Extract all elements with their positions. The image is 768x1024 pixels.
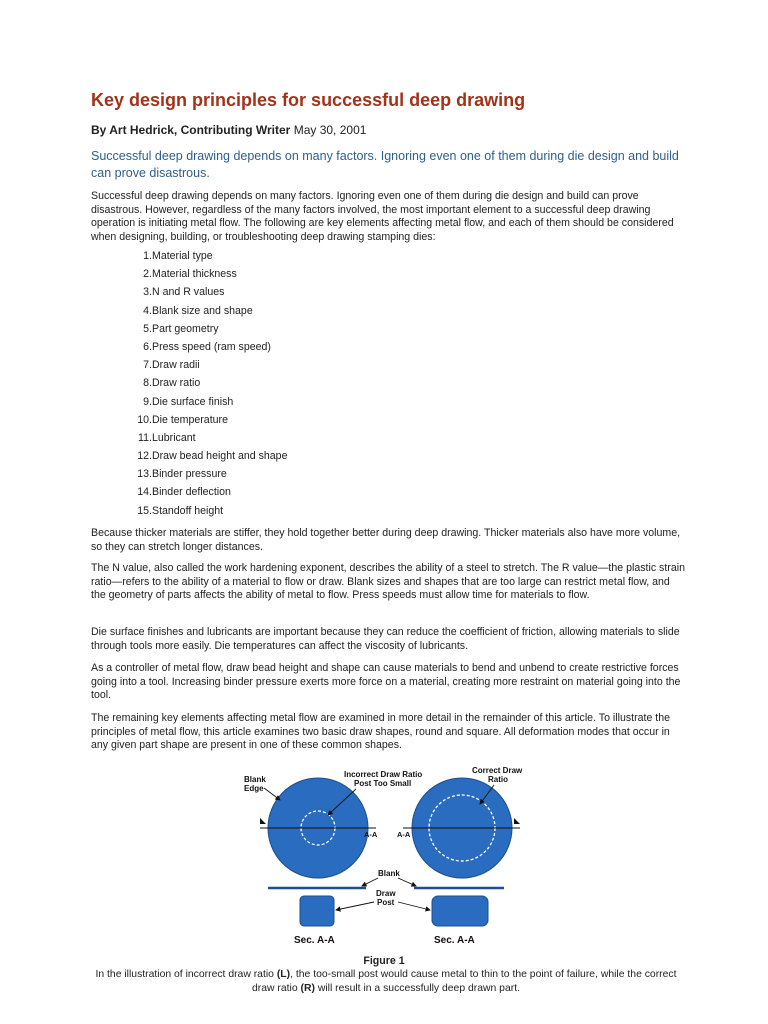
left-draw-post (300, 896, 334, 926)
byline-author: By Art Hedrick, Contributing Writer (91, 123, 291, 137)
list-label: Draw ratio (152, 377, 201, 390)
byline-date: May 30, 2001 (293, 123, 367, 137)
body-paragraph: Because thicker materials are stiffer, they hold together better during deep drawing. Thicker materials also have more volume, so they can stretch longer distances. (91, 527, 681, 553)
blank-label: Blank (378, 869, 400, 878)
list-label: Binder pressure (152, 468, 227, 481)
draw-ratio-diagram (238, 760, 538, 950)
list-item (91, 340, 271, 358)
caption-text: will result in a successfully deep drawn part. (314, 982, 520, 994)
correct-ratio-label: Correct Draw (472, 766, 523, 775)
incorrect-ratio-label: Post Too Small (354, 779, 412, 788)
list-number: 11. (138, 431, 152, 444)
body-paragraph: Die surface finishes and lubricants are important because they can reduce the coefficient of friction, allowing materials to slide through tools more easily. Die temperatures can affect the viscosity of lubricants. (91, 626, 680, 652)
article-deck: Successful deep drawing depends on many factors. Ignoring even one of them during die design and build can prove disastrous. (91, 149, 679, 180)
byline (91, 123, 366, 137)
list-label: Material thickness (152, 268, 237, 281)
body-paragraph: As a controller of metal flow, draw bead height and shape can cause materials to bend and unbend to create restrictive forces going into a tool. Increasing binder pressure exerts more force on a material, creating more restraint on material going into the tool. (91, 662, 681, 702)
list-number: 9. (143, 395, 152, 408)
right-draw-post (432, 896, 488, 926)
body-paragraph: The N value, also called the work hardening exponent, describes the ability of a steel to stretch. The R value—the plastic strain ratio—refers to the ability of a material to flow or draw. Blank sizes and shapes that are too large can restrict metal flow, and the geometry of parts affects the ability of metal to flow. Press speeds must allow time for materials to flow. (91, 562, 685, 602)
list-item (91, 376, 201, 394)
caption-text: In the illustration of incorrect draw ratio (95, 969, 277, 980)
list-number: 12. (137, 450, 152, 463)
blank-edge-label: Edge (244, 784, 264, 793)
list-number: 15. (137, 504, 152, 517)
list-item (91, 267, 237, 285)
list-label: Draw bead height and shape (152, 450, 288, 463)
list-number: 8. (143, 377, 152, 390)
list-number: 3. (143, 286, 152, 299)
section-label-right: A-A (397, 830, 411, 839)
list-label: Lubricant (152, 431, 196, 444)
section-label-left: A-A (364, 830, 378, 839)
intro-paragraph: Successful deep drawing depends on many factors. Ignoring even one of them during die design and build can prove disastrous. However, regardless of the many factors involved, the most important element to a successful deep drawing operation is initiating metal flow. The following are key elements affecting metal flow, and each of them should be considered when designing, building, or troubleshooting deep drawing stamping dies: (91, 190, 674, 243)
list-number: 5. (143, 322, 152, 335)
list-number: 4. (143, 304, 152, 317)
list-label: Press speed (ram speed) (152, 340, 271, 353)
list-label: Blank size and shape (152, 304, 253, 317)
figure-title: Figure 1 (363, 955, 405, 967)
list-label: Die surface finish (152, 395, 234, 408)
section-caption-left: Sec. A-A (294, 935, 335, 946)
list-number: 6. (143, 340, 152, 353)
list-number: 7. (143, 359, 152, 372)
incorrect-ratio-label: Incorrect Draw Ratio (344, 770, 423, 779)
key-elements-list (91, 249, 288, 522)
list-item (91, 449, 288, 467)
caption-text: , the too-small post would cause metal to thin to the point of failure, while the correct draw ratio (252, 969, 677, 994)
list-label: Binder deflection (152, 486, 231, 499)
list-item (91, 413, 228, 431)
list-number: 2. (143, 268, 152, 281)
list-item (91, 304, 253, 322)
list-label: Draw radii (152, 359, 200, 372)
draw-post-label: Draw (376, 889, 396, 898)
list-item (91, 249, 213, 267)
list-label: N and R values (152, 286, 225, 299)
list-item (91, 395, 234, 413)
list-label: Part geometry (152, 322, 219, 335)
caption-left-ref: (L) (276, 969, 291, 980)
list-label: Material type (152, 250, 213, 262)
list-label: Die temperature (152, 413, 228, 426)
list-number: 14. (137, 486, 152, 499)
list-number: 10. (137, 413, 152, 426)
list-item (91, 285, 225, 303)
draw-post-label: Post (377, 898, 395, 907)
blank-edge-label: Blank (244, 775, 266, 784)
article-title: Key design principles for successful deep drawing (91, 90, 526, 110)
section-caption-right: Sec. A-A (434, 935, 475, 946)
body-paragraph: The remaining key elements affecting metal flow are examined in more detail in the remainder of this article. To illustrate the principles of metal flow, this article examines two basic draw shapes, round and square. All deformation modes that occur in any given part shape are present in one of these common shapes. (91, 712, 671, 752)
list-item (91, 322, 219, 340)
correct-ratio-label: Ratio (488, 775, 508, 784)
list-item (91, 485, 231, 503)
caption-right-ref: (R) (300, 982, 315, 994)
list-item (91, 431, 196, 449)
list-number: 1. (143, 250, 152, 262)
list-number: 13. (137, 468, 152, 481)
list-item (91, 504, 224, 522)
figure-caption (91, 968, 681, 995)
list-item (91, 358, 200, 376)
list-label: Standoff height (152, 504, 224, 517)
list-item (91, 467, 227, 485)
